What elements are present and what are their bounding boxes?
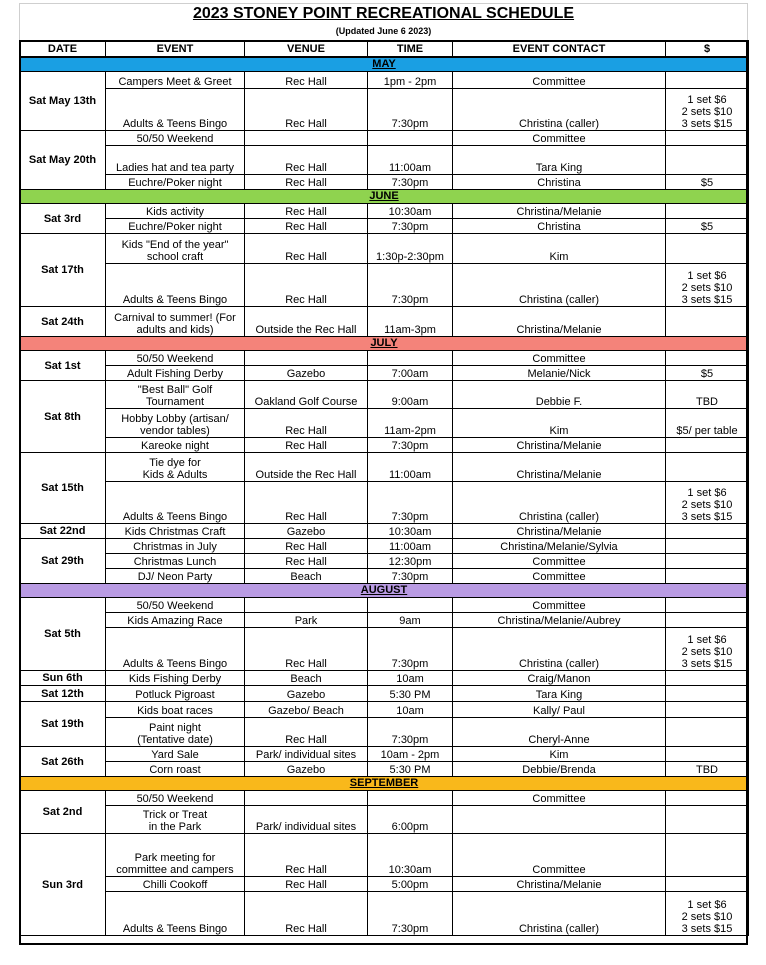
event-cell: Adults & Teens Bingo [106, 892, 245, 936]
event-cell: Kids "End of the year" school craft [106, 234, 245, 264]
price-cell: 1 set $6 2 sets $10 3 sets $15 [666, 89, 749, 131]
time-cell: 7:30pm [368, 569, 453, 584]
time-cell: 1pm - 2pm [368, 72, 453, 89]
venue-cell: Gazebo/ Beach [245, 702, 368, 718]
table-row [20, 234, 749, 264]
time-cell: 7:30pm [368, 892, 453, 936]
time-cell: 7:00am [368, 366, 453, 381]
date-cell: Sat 24th [20, 307, 106, 337]
contact-cell: Christina/Melanie/Sylvia [453, 539, 666, 554]
event-cell: "Best Ball" Golf Tournament [106, 381, 245, 409]
contact-cell: Kally/ Paul [453, 702, 666, 718]
venue-cell [245, 598, 368, 613]
event-cell: Adults & Teens Bingo [106, 482, 245, 524]
time-cell: 1:30p-2:30pm [368, 234, 453, 264]
time-cell: 11:00am [368, 453, 453, 482]
table-row [20, 834, 749, 877]
contact-cell: Cheryl-Anne [453, 718, 666, 747]
venue-cell: Rec Hall [245, 234, 368, 264]
table-row [20, 806, 749, 834]
price-cell [666, 569, 749, 584]
table-row [20, 351, 749, 366]
month-header-row [20, 337, 749, 351]
contact-cell: Committee [453, 569, 666, 584]
event-cell: Kids boat races [106, 702, 245, 718]
price-cell [666, 131, 749, 146]
month-header-row [20, 57, 749, 72]
venue-cell: Rec Hall [245, 877, 368, 892]
header-price: $ [666, 41, 749, 57]
table-row [20, 671, 749, 686]
date-cell: Sun 3rd [20, 834, 106, 936]
date-cell: Sat May 13th [20, 72, 106, 131]
event-cell: Ladies hat and tea party [106, 146, 245, 175]
time-cell: 7:30pm [368, 482, 453, 524]
venue-cell [245, 791, 368, 806]
date-cell: Sat 26th [20, 747, 106, 777]
contact-cell: Committee [453, 351, 666, 366]
table-row [20, 146, 749, 175]
price-cell [666, 524, 749, 539]
venue-cell: Rec Hall [245, 482, 368, 524]
time-cell: 11am-3pm [368, 307, 453, 337]
contact-cell: Committee [453, 131, 666, 146]
table-row [20, 613, 749, 628]
table-row [20, 72, 749, 89]
event-cell: Campers Meet & Greet [106, 72, 245, 89]
contact-cell: Tara King [453, 146, 666, 175]
price-cell: 1 set $6 2 sets $10 3 sets $15 [666, 482, 749, 524]
date-cell: Sat May 20th [20, 131, 106, 190]
time-cell: 11am-2pm [368, 409, 453, 438]
venue-cell: Beach [245, 569, 368, 584]
contact-cell: Christina/Melanie [453, 307, 666, 337]
price-cell: $5 [666, 366, 749, 381]
table-row [20, 702, 749, 718]
venue-cell: Rec Hall [245, 539, 368, 554]
month-label: MAY [20, 57, 749, 72]
venue-cell: Rec Hall [245, 628, 368, 671]
contact-cell: Christina/Melanie [453, 877, 666, 892]
header-time: TIME [368, 41, 453, 57]
table-row [20, 366, 749, 381]
event-cell: Kids Amazing Race [106, 613, 245, 628]
page-title: 2023 STONEY POINT RECREATIONAL SCHEDULE [19, 3, 748, 23]
price-cell [666, 438, 749, 453]
table-row [20, 686, 749, 702]
contact-cell: Committee [453, 598, 666, 613]
price-cell: $5 [666, 219, 749, 234]
contact-cell: Melanie/Nick [453, 366, 666, 381]
price-cell: TBD [666, 762, 749, 777]
price-cell: TBD [666, 381, 749, 409]
price-cell [666, 702, 749, 718]
month-label: JULY [20, 337, 749, 351]
contact-cell: Christina (caller) [453, 628, 666, 671]
time-cell [368, 131, 453, 146]
venue-cell [245, 351, 368, 366]
table-row [20, 598, 749, 613]
event-cell: 50/50 Weekend [106, 351, 245, 366]
time-cell: 7:30pm [368, 219, 453, 234]
month-header-row [20, 190, 749, 204]
table-row [20, 747, 749, 762]
event-cell: Christmas in July [106, 539, 245, 554]
event-cell: Carnival to summer! (For adults and kids) [106, 307, 245, 337]
table-row [20, 482, 749, 524]
contact-cell: Committee [453, 72, 666, 89]
schedule-sheet [19, 3, 748, 936]
table-row [20, 307, 749, 337]
contact-cell: Christina/Melanie/Aubrey [453, 613, 666, 628]
contact-cell: Christina/Melanie [453, 453, 666, 482]
event-cell: 50/50 Weekend [106, 598, 245, 613]
header-contact: EVENT CONTACT [453, 41, 666, 57]
price-cell [666, 72, 749, 89]
date-cell: Sun 6th [20, 671, 106, 686]
table-row [20, 204, 749, 219]
venue-cell [245, 131, 368, 146]
time-cell: 9:00am [368, 381, 453, 409]
venue-cell: Gazebo [245, 686, 368, 702]
contact-cell: Debbie/Brenda [453, 762, 666, 777]
contact-cell: Kim [453, 409, 666, 438]
venue-cell: Park/ individual sites [245, 806, 368, 834]
date-cell: Sat 3rd [20, 204, 106, 234]
month-header-row [20, 777, 749, 791]
month-label: SEPTEMBER [20, 777, 749, 791]
time-cell: 6:00pm [368, 806, 453, 834]
date-cell: Sat 5th [20, 598, 106, 671]
price-cell [666, 877, 749, 892]
venue-cell: Outside the Rec Hall [245, 453, 368, 482]
event-cell: Adults & Teens Bingo [106, 628, 245, 671]
price-cell [666, 834, 749, 877]
date-cell: Sat 1st [20, 351, 106, 381]
event-cell: Yard Sale [106, 747, 245, 762]
contact-cell: Christina/Melanie [453, 524, 666, 539]
price-cell: 1 set $6 2 sets $10 3 sets $15 [666, 892, 749, 936]
contact-cell: Committee [453, 834, 666, 877]
schedule-table [19, 40, 749, 936]
date-cell: Sat 8th [20, 381, 106, 453]
table-row [20, 569, 749, 584]
contact-cell: Kim [453, 747, 666, 762]
venue-cell: Rec Hall [245, 219, 368, 234]
contact-cell: Christina (caller) [453, 264, 666, 307]
contact-cell: Craig/Manon [453, 671, 666, 686]
venue-cell: Beach [245, 671, 368, 686]
price-cell [666, 554, 749, 569]
price-cell: $5/ per table [666, 409, 749, 438]
time-cell [368, 598, 453, 613]
page-subtitle: (Updated June 6 2023) [19, 23, 748, 40]
table-row [20, 264, 749, 307]
table-row [20, 219, 749, 234]
venue-cell: Gazebo [245, 366, 368, 381]
event-cell: Christmas Lunch [106, 554, 245, 569]
time-cell: 7:30pm [368, 628, 453, 671]
time-cell: 11:00am [368, 539, 453, 554]
time-cell: 10am - 2pm [368, 747, 453, 762]
price-cell [666, 686, 749, 702]
date-cell: Sat 2nd [20, 791, 106, 834]
event-cell: Adults & Teens Bingo [106, 264, 245, 307]
time-cell: 7:30pm [368, 175, 453, 190]
table-row [20, 892, 749, 936]
event-cell: DJ/ Neon Party [106, 569, 245, 584]
price-cell: 1 set $6 2 sets $10 3 sets $15 [666, 264, 749, 307]
event-cell: Corn roast [106, 762, 245, 777]
price-cell [666, 747, 749, 762]
venue-cell: Rec Hall [245, 438, 368, 453]
time-cell: 5:30 PM [368, 686, 453, 702]
table-row [20, 381, 749, 409]
price-cell [666, 718, 749, 747]
price-cell [666, 598, 749, 613]
time-cell [368, 351, 453, 366]
table-row [20, 131, 749, 146]
time-cell: 9am [368, 613, 453, 628]
table-row [20, 539, 749, 554]
table-row [20, 453, 749, 482]
event-cell: 50/50 Weekend [106, 131, 245, 146]
contact-cell: Christina/Melanie [453, 438, 666, 453]
contact-cell [453, 806, 666, 834]
venue-cell: Park [245, 613, 368, 628]
time-cell: 10:30am [368, 524, 453, 539]
venue-cell: Rec Hall [245, 204, 368, 219]
price-cell [666, 453, 749, 482]
price-cell [666, 613, 749, 628]
price-cell [666, 307, 749, 337]
time-cell [368, 791, 453, 806]
event-cell: Kids Christmas Craft [106, 524, 245, 539]
price-cell [666, 671, 749, 686]
venue-cell: Rec Hall [245, 72, 368, 89]
price-cell [666, 351, 749, 366]
contact-cell: Kim [453, 234, 666, 264]
month-label: AUGUST [20, 584, 749, 598]
date-cell: Sat 19th [20, 702, 106, 747]
venue-cell: Rec Hall [245, 834, 368, 877]
contact-cell: Committee [453, 791, 666, 806]
month-label: JUNE [20, 190, 749, 204]
time-cell: 5:30 PM [368, 762, 453, 777]
contact-cell: Tara King [453, 686, 666, 702]
price-cell [666, 204, 749, 219]
time-cell: 7:30pm [368, 89, 453, 131]
venue-cell: Rec Hall [245, 409, 368, 438]
event-cell: Kids Fishing Derby [106, 671, 245, 686]
event-cell: 50/50 Weekend [106, 791, 245, 806]
event-cell: Potluck Pigroast [106, 686, 245, 702]
table-row [20, 409, 749, 438]
venue-cell: Gazebo [245, 524, 368, 539]
time-cell: 10am [368, 702, 453, 718]
contact-cell: Christina [453, 219, 666, 234]
time-cell: 12:30pm [368, 554, 453, 569]
venue-cell: Rec Hall [245, 89, 368, 131]
contact-cell: Christina (caller) [453, 482, 666, 524]
price-cell [666, 539, 749, 554]
time-cell: 10am [368, 671, 453, 686]
table-row [20, 628, 749, 671]
event-cell: Adult Fishing Derby [106, 366, 245, 381]
venue-cell: Rec Hall [245, 146, 368, 175]
table-row [20, 554, 749, 569]
date-cell: Sat 17th [20, 234, 106, 307]
price-cell [666, 234, 749, 264]
header-event: EVENT [106, 41, 245, 57]
price-cell [666, 146, 749, 175]
time-cell: 11:00am [368, 146, 453, 175]
event-cell: Adults & Teens Bingo [106, 89, 245, 131]
header-row [20, 41, 749, 57]
event-cell: Kids activity [106, 204, 245, 219]
date-cell: Sat 12th [20, 686, 106, 702]
venue-cell: Rec Hall [245, 718, 368, 747]
price-cell: $5 [666, 175, 749, 190]
event-cell: Euchre/Poker night [106, 219, 245, 234]
contact-cell: Christina/Melanie [453, 204, 666, 219]
event-cell: Chilli Cookoff [106, 877, 245, 892]
contact-cell: Christina [453, 175, 666, 190]
event-cell: Paint night (Tentative date) [106, 718, 245, 747]
contact-cell: Christina (caller) [453, 892, 666, 936]
time-cell: 10:30am [368, 204, 453, 219]
time-cell: 7:30pm [368, 438, 453, 453]
schedule-body [20, 57, 749, 936]
venue-cell: Rec Hall [245, 175, 368, 190]
event-cell: Kareoke night [106, 438, 245, 453]
table-row [20, 524, 749, 539]
price-cell [666, 806, 749, 834]
venue-cell: Rec Hall [245, 892, 368, 936]
contact-cell: Committee [453, 554, 666, 569]
event-cell: Tie dye for Kids & Adults [106, 453, 245, 482]
venue-cell: Oakland Golf Course [245, 381, 368, 409]
price-cell: 1 set $6 2 sets $10 3 sets $15 [666, 628, 749, 671]
event-cell: Euchre/Poker night [106, 175, 245, 190]
date-cell: Sat 29th [20, 539, 106, 584]
contact-cell: Debbie F. [453, 381, 666, 409]
time-cell: 7:30pm [368, 264, 453, 307]
event-cell: Trick or Treat in the Park [106, 806, 245, 834]
time-cell: 7:30pm [368, 718, 453, 747]
price-cell [666, 791, 749, 806]
venue-cell: Gazebo [245, 762, 368, 777]
table-row [20, 791, 749, 806]
table-row [20, 89, 749, 131]
venue-cell: Outside the Rec Hall [245, 307, 368, 337]
table-row [20, 438, 749, 453]
venue-cell: Park/ individual sites [245, 747, 368, 762]
date-cell: Sat 22nd [20, 524, 106, 539]
table-row [20, 175, 749, 190]
time-cell: 10:30am [368, 834, 453, 877]
time-cell: 5:00pm [368, 877, 453, 892]
date-cell: Sat 15th [20, 453, 106, 524]
event-cell: Park meeting for committee and campers [106, 834, 245, 877]
table-row [20, 877, 749, 892]
venue-cell: Rec Hall [245, 264, 368, 307]
header-venue: VENUE [245, 41, 368, 57]
table-row [20, 762, 749, 777]
event-cell: Hobby Lobby (artisan/ vendor tables) [106, 409, 245, 438]
table-row [20, 718, 749, 747]
month-header-row [20, 584, 749, 598]
header-date: DATE [20, 41, 106, 57]
venue-cell: Rec Hall [245, 554, 368, 569]
contact-cell: Christina (caller) [453, 89, 666, 131]
